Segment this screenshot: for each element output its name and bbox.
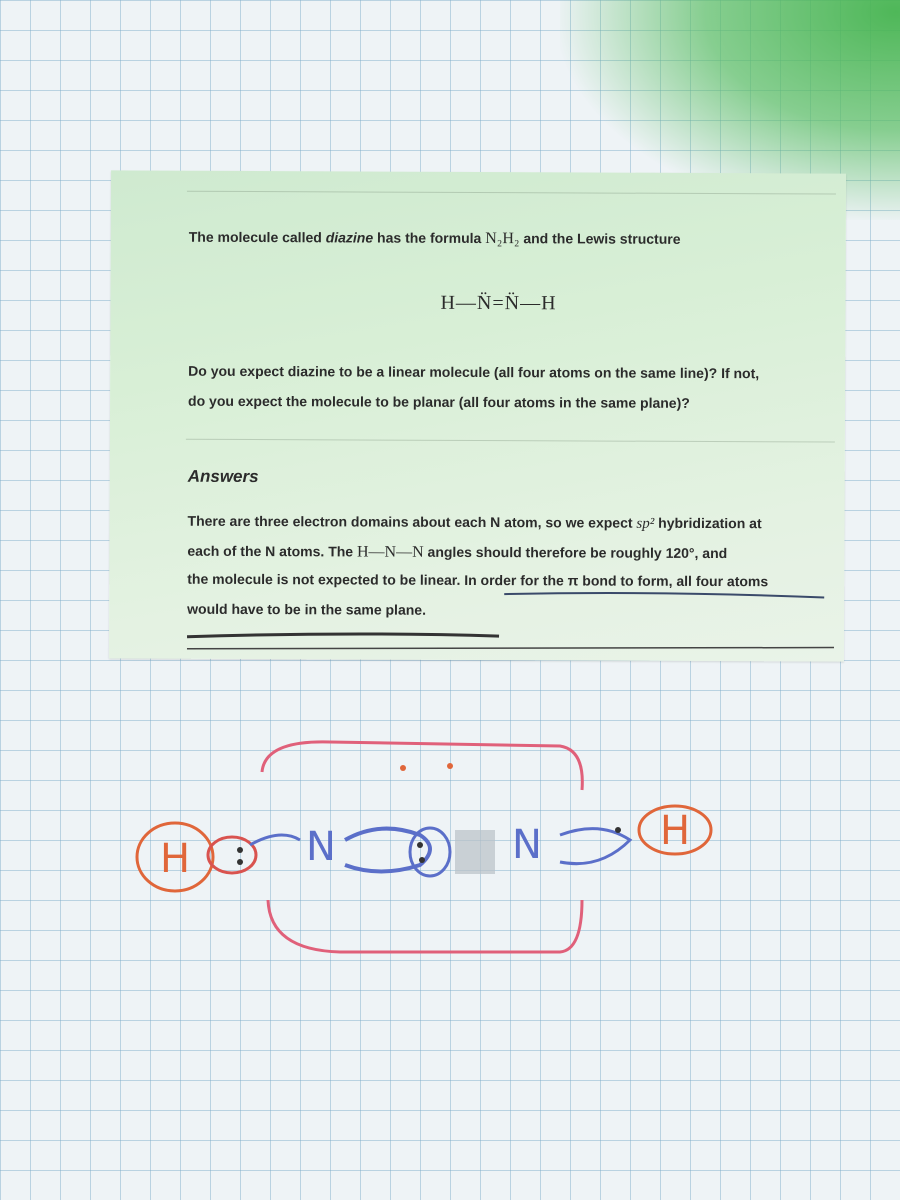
intro-prefix: The molecule called [188, 228, 326, 246]
electron-dot [417, 842, 423, 848]
atom-h-left: H [160, 836, 191, 882]
answer-line-3: the molecule is not expected to be linear. In order for the π bond to form, all four atoms [187, 570, 769, 590]
question-line-2: do you expect the molecule to be planar (all four atoms in the same plane)? [188, 392, 690, 411]
lone-pair-dot [447, 763, 453, 769]
electron-dot [615, 827, 621, 833]
lewis-structure: H—N̈=N̈—H [440, 291, 557, 315]
atom-h-right: H [660, 808, 691, 854]
blue-lobe-left [250, 835, 300, 845]
blue-lobe-right [560, 829, 630, 864]
answers-heading: Answers [187, 466, 259, 487]
electron-dot [237, 847, 243, 853]
answer2-prefix: each of the N atoms. The [187, 542, 358, 560]
electron-dot [237, 859, 243, 865]
hybridization: sp² [636, 515, 655, 532]
intro-suffix: and the Lewis structure [519, 230, 681, 247]
molecule-name: diazine [325, 229, 374, 246]
answer-line-4: would have to be in the same plane. [187, 600, 427, 618]
electron-dot [419, 857, 425, 863]
answer1-prefix: There are three electron domains about each N atom, so we expect [187, 512, 637, 531]
printed-sheet [109, 170, 846, 661]
bond-angle-atoms: H—N—N [356, 543, 424, 561]
lone-pair-dot [400, 765, 406, 771]
answer1-suffix: hybridization at [654, 514, 762, 532]
erased-smudge [455, 830, 495, 874]
answer2-suffix: angles should therefore be roughly 120°, and [423, 543, 728, 562]
formula: N₂H₂ [485, 230, 520, 248]
overlap-left [208, 837, 256, 873]
atom-n-left: N [306, 824, 336, 870]
atom-n-right: N [512, 822, 542, 868]
pen-underlines [109, 170, 846, 661]
question-line-1: Do you expect diazine to be a linear molecule (all four atoms on the same line)? If not, [188, 362, 760, 382]
intro-mid: has the formula [373, 229, 486, 247]
hand-drawn-orbital-sketch [0, 700, 900, 1000]
